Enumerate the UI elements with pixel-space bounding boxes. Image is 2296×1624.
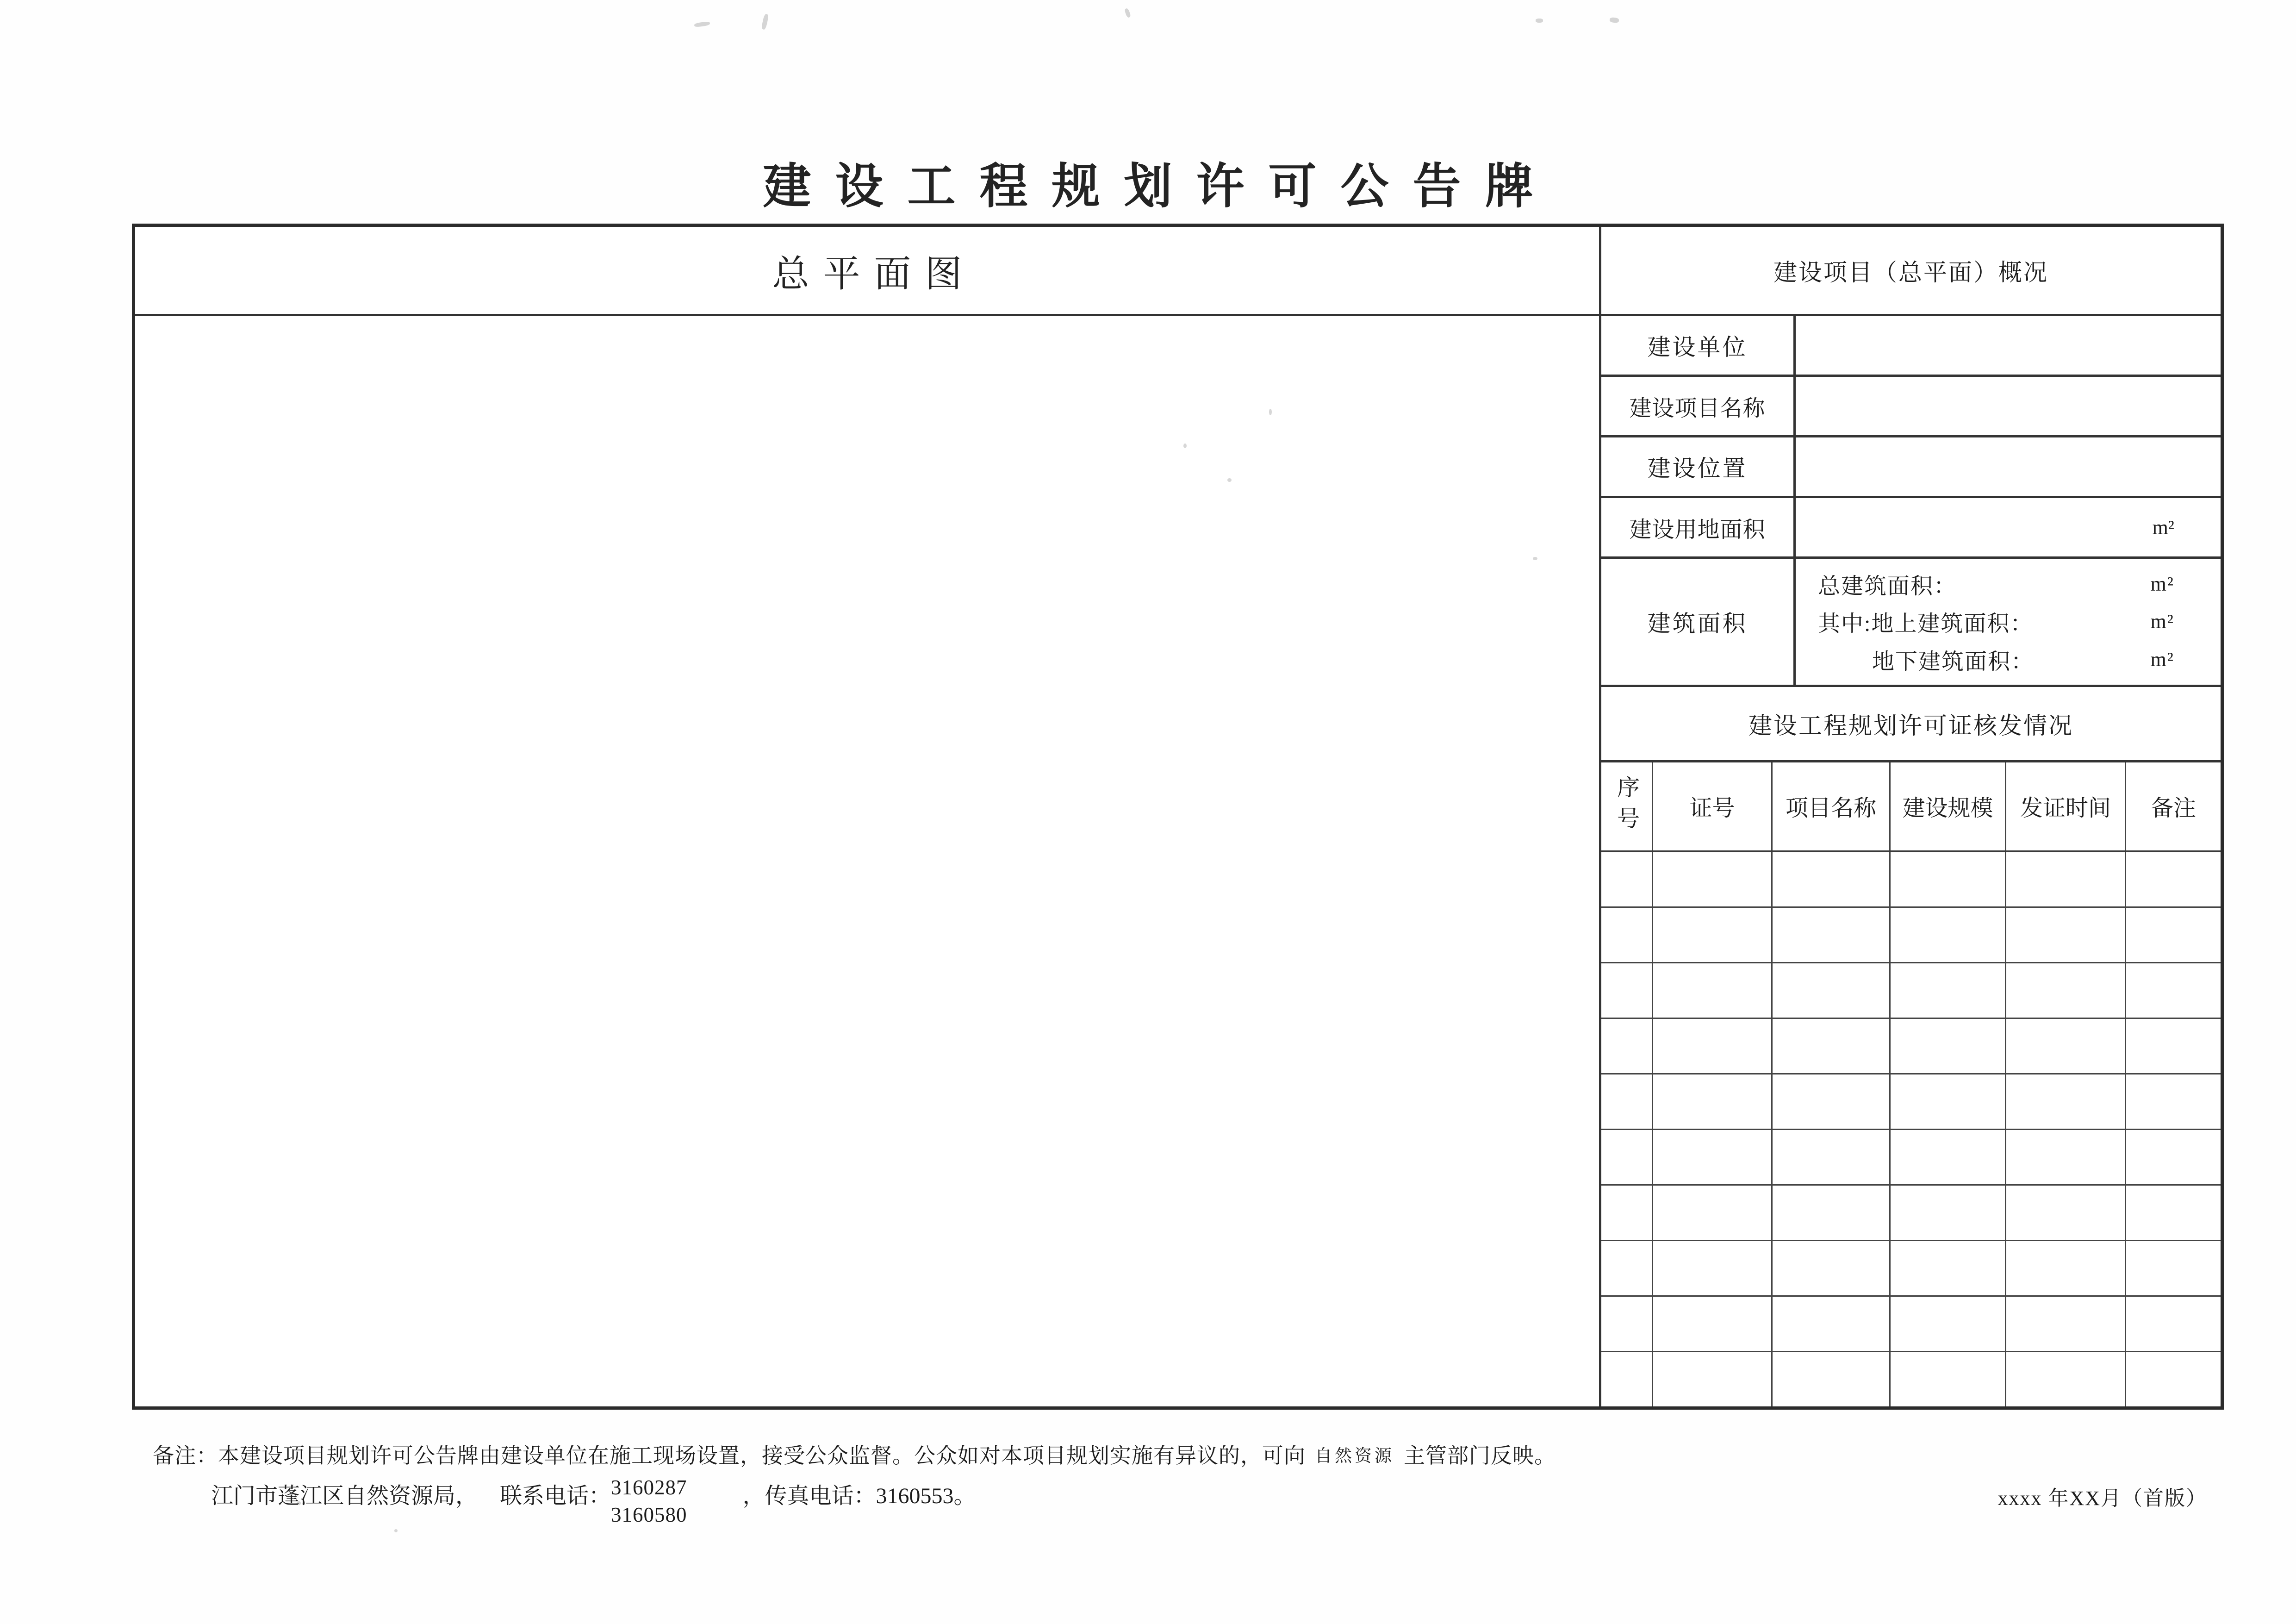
permit-empty-cell — [2006, 963, 2126, 1018]
permit-empty-cell — [2126, 852, 2221, 906]
info-row-land-area — [1601, 498, 2221, 559]
permit-grid-body — [1601, 852, 2221, 1406]
permit-empty-row — [1601, 852, 2221, 908]
permit-empty-cell — [1891, 1019, 2006, 1073]
scan-speck — [1227, 478, 1232, 482]
permit-empty-cell — [2126, 1297, 2221, 1351]
unit-m2: m² — [2150, 573, 2174, 596]
scan-speck — [1269, 409, 1272, 415]
scan-speck — [1183, 443, 1187, 448]
info-label: 建设用地面积 — [1601, 498, 1796, 556]
info-label: 建设位置 — [1601, 437, 1796, 496]
permit-empty-cell — [1653, 1074, 1773, 1129]
permit-empty-row — [1601, 1352, 2221, 1406]
permit-empty-row — [1601, 1297, 2221, 1352]
permit-col-seq — [1601, 762, 1653, 850]
permit-empty-cell — [1653, 1352, 1773, 1406]
fax-number: 3160553 — [876, 1484, 954, 1508]
footer-note-tail: 主管部门反映。 — [1404, 1444, 1556, 1468]
permit-col-label: 证号 — [1689, 795, 1735, 821]
permit-empty-cell — [1601, 908, 1653, 962]
permit-empty-cell — [1773, 908, 1891, 962]
permit-col-project-name — [1773, 762, 1891, 850]
permit-col-remarks — [2126, 762, 2221, 850]
permit-empty-cell — [1891, 1130, 2006, 1184]
permit-empty-cell — [1601, 1186, 1653, 1240]
phone-number-2: 3160580 — [611, 1503, 687, 1527]
footer-note — [153, 1439, 1556, 1469]
unit-m2: m² — [2150, 610, 2174, 633]
site-plan-canvas — [135, 316, 1599, 1406]
permit-empty-cell — [1773, 1186, 1891, 1240]
permit-col-label: 发证时间 — [2020, 795, 2111, 821]
permit-empty-cell — [1773, 963, 1891, 1018]
permit-empty-cell — [2126, 1019, 2221, 1073]
permit-empty-cell — [2006, 1352, 2126, 1406]
scan-artifact — [1536, 19, 1543, 23]
main-table — [132, 224, 2224, 1410]
permit-empty-row — [1601, 1130, 2221, 1186]
permit-empty-cell — [1653, 1186, 1773, 1240]
info-row-unit — [1601, 316, 2221, 377]
permit-empty-cell — [1653, 1130, 1773, 1184]
info-value — [1796, 316, 2221, 375]
permit-empty-cell — [1601, 1074, 1653, 1129]
permit-empty-cell — [1601, 963, 1653, 1018]
scan-artifact — [1609, 17, 1619, 23]
permit-col-scale — [1891, 762, 2006, 850]
permit-empty-cell — [2006, 1186, 2126, 1240]
permit-empty-cell — [1601, 1352, 1653, 1406]
permit-empty-cell — [1601, 852, 1653, 906]
permit-empty-cell — [1891, 1241, 2006, 1295]
permit-empty-cell — [2126, 1186, 2221, 1240]
permit-empty-cell — [2006, 1130, 2126, 1184]
permit-empty-cell — [1891, 908, 2006, 962]
permit-empty-cell — [1653, 852, 1773, 906]
area-line-text: 总建筑面积： — [1818, 574, 1957, 599]
info-value — [1796, 437, 2221, 496]
permit-empty-cell — [2126, 908, 2221, 962]
scan-speck — [394, 1529, 398, 1532]
permit-col-issue-date — [2006, 762, 2126, 850]
permit-empty-cell — [1601, 1130, 1653, 1184]
permit-empty-cell — [1891, 1186, 2006, 1240]
permit-empty-cell — [2006, 1074, 2126, 1129]
permit-empty-cell — [1653, 1297, 1773, 1351]
scan-artifact — [1124, 8, 1131, 18]
permit-empty-cell — [1891, 1352, 2006, 1406]
permit-empty-cell — [1773, 1241, 1891, 1295]
area-line-total — [1796, 568, 2221, 600]
info-row-location — [1601, 437, 2221, 498]
footer-note-label: 备注： — [153, 1444, 218, 1468]
area-line-text: 其中:地上建筑面积： — [1818, 612, 2034, 637]
permit-empty-cell — [1653, 1241, 1773, 1295]
permit-empty-cell — [2006, 1241, 2126, 1295]
permit-empty-cell — [2126, 1352, 2221, 1406]
permit-empty-cell — [2126, 963, 2221, 1018]
info-value — [1796, 377, 2221, 435]
overview-panel — [1601, 227, 2221, 1406]
scan-artifact — [694, 21, 710, 28]
permit-empty-cell — [1773, 1019, 1891, 1073]
info-value — [1796, 498, 2221, 556]
permit-empty-cell — [1601, 1297, 1653, 1351]
agency-name: 江门市蓬江区自然资源局， — [211, 1484, 478, 1508]
permit-empty-row — [1601, 1241, 2221, 1297]
permit-empty-row — [1601, 1019, 2221, 1074]
area-line-text: 地下建筑面积： — [1872, 649, 2035, 674]
permit-empty-cell — [2126, 1074, 2221, 1129]
fax-label: ，传真电话： — [742, 1484, 876, 1508]
info-label: 建设单位 — [1601, 316, 1796, 375]
edition-note: xxxx 年XX月（首版） — [1997, 1487, 2207, 1510]
permit-col-label: 建设规模 — [1902, 795, 1993, 821]
permit-empty-row — [1601, 1186, 2221, 1241]
area-line-below-ground — [1796, 643, 2221, 675]
permit-col-label: 序号 — [1614, 775, 1640, 837]
permit-empty-cell — [1891, 963, 2006, 1018]
permit-empty-row — [1601, 963, 2221, 1019]
page-title: 建设工程规划许可公告牌 — [763, 160, 1557, 213]
site-plan-section — [135, 227, 1601, 1406]
permit-empty-cell — [2006, 852, 2126, 906]
permit-col-cert-no — [1653, 762, 1773, 850]
unit-m2: m² — [2152, 516, 2174, 539]
permit-empty-cell — [2006, 908, 2126, 962]
permit-table — [1601, 762, 2221, 1406]
footer-contact-line — [211, 1478, 976, 1529]
permit-empty-cell — [2006, 1297, 2126, 1351]
unit-m2: m² — [2150, 648, 2174, 671]
footer-period: 。 — [953, 1484, 976, 1508]
permit-empty-cell — [1891, 852, 2006, 906]
building-area-row — [1601, 559, 2221, 687]
overview-header: 建设项目（总平面）概况 — [1601, 227, 2221, 316]
scan-speck — [1533, 557, 1537, 560]
info-row-project-name — [1601, 377, 2221, 437]
permit-empty-cell — [2126, 1130, 2221, 1184]
permit-empty-cell — [2006, 1019, 2126, 1073]
permit-empty-cell — [1773, 1352, 1891, 1406]
permit-empty-cell — [2126, 1241, 2221, 1295]
phone-number-1: 3160287 — [611, 1476, 687, 1499]
permit-empty-cell — [1773, 1074, 1891, 1129]
permit-empty-cell — [1601, 1241, 1653, 1295]
site-plan-header: 总平面图 — [135, 227, 1599, 316]
permit-empty-cell — [1653, 963, 1773, 1018]
permit-col-label: 备注 — [2150, 795, 2196, 821]
scan-artifact — [761, 13, 769, 30]
permit-section-header: 建设工程规划许可证核发情况 — [1601, 687, 2221, 762]
phone-numbers — [611, 1474, 687, 1529]
permit-empty-cell — [1891, 1297, 2006, 1351]
permit-col-label: 项目名称 — [1785, 795, 1876, 821]
building-area-label: 建筑面积 — [1601, 559, 1796, 685]
permit-empty-cell — [1601, 1019, 1653, 1073]
footer-note-inserted: 自然资源 — [1315, 1447, 1394, 1466]
permit-empty-row — [1601, 908, 2221, 963]
building-area-lines — [1796, 559, 2221, 685]
permit-empty-cell — [1891, 1074, 2006, 1129]
area-line-above-ground — [1796, 606, 2221, 637]
contact-label: 联系电话： — [500, 1484, 611, 1508]
permit-empty-cell — [1773, 1297, 1891, 1351]
permit-table-header-row — [1601, 762, 2221, 852]
permit-empty-cell — [1653, 1019, 1773, 1073]
permit-empty-row — [1601, 1074, 2221, 1130]
permit-empty-cell — [1773, 852, 1891, 906]
info-label: 建设项目名称 — [1601, 377, 1796, 435]
permit-empty-cell — [1773, 1130, 1891, 1184]
footer-note-text: 本建设项目规划许可公告牌由建设单位在施工现场设置，接受公众监督。公众如对本项目规划实施有异议的，可向 — [218, 1444, 1306, 1468]
permit-empty-cell — [1653, 908, 1773, 962]
